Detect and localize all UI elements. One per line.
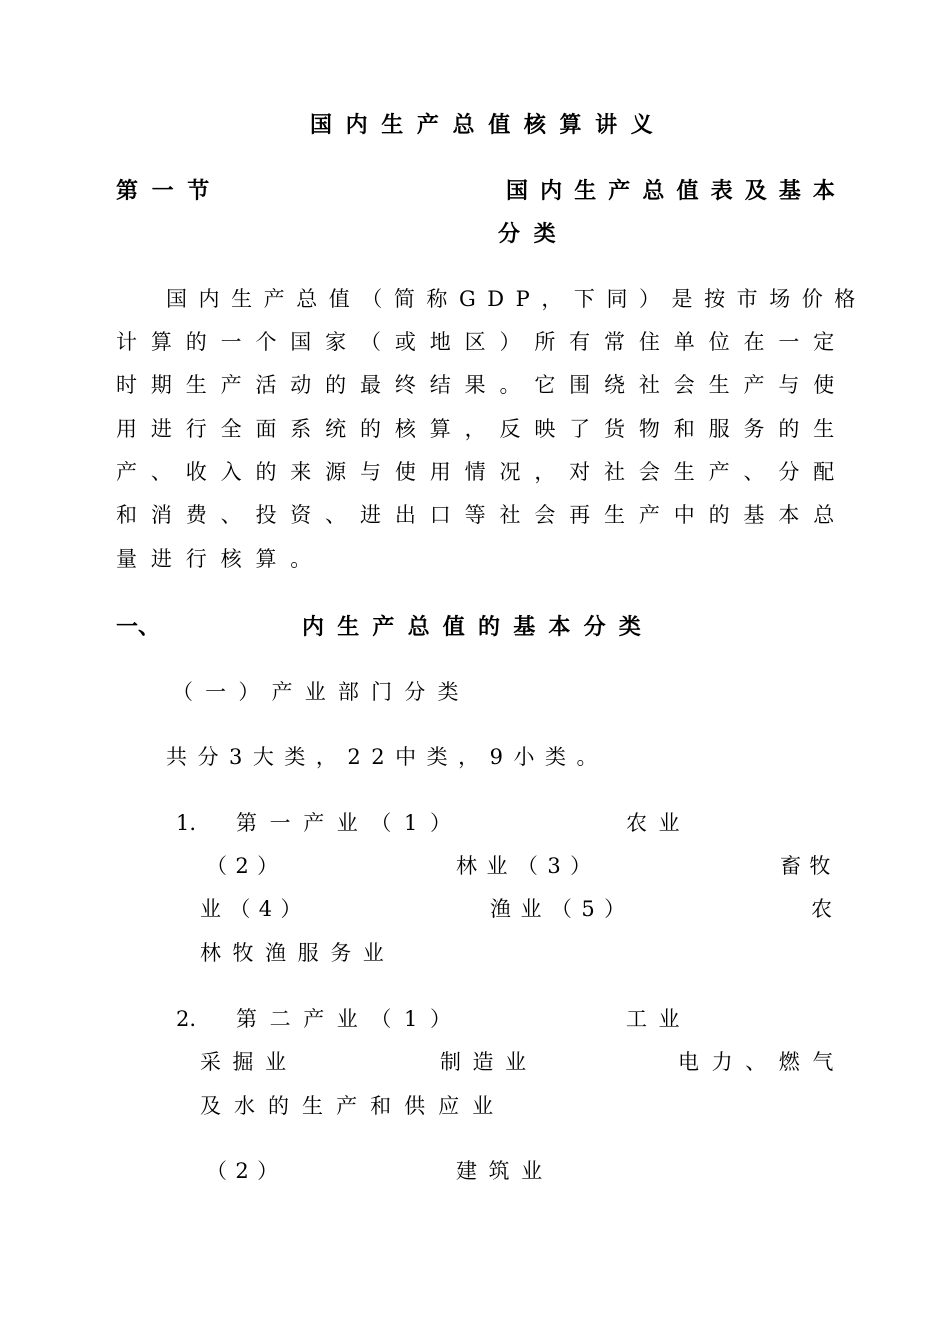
paragraph-line: 国内生产总值（简称GDP，下同）是按市场价格: [166, 287, 867, 311]
item-row-part: 采掘业: [200, 1050, 298, 1074]
section-label: 第一节: [116, 178, 223, 204]
section-title-line1: 国内生产总值表及基本: [506, 178, 848, 204]
paragraph-line: 和消费、投资、进出口等社会再生产中的基本总: [116, 503, 849, 527]
item-number: 1.: [176, 811, 197, 835]
item-row-part: 农: [811, 897, 846, 921]
item-row-part: 电力、燃气: [678, 1050, 846, 1074]
item-row-part: 林牧渔服务业: [200, 941, 396, 965]
item-row-part: 建筑业: [456, 1159, 554, 1183]
item-row-part: 畜牧: [780, 854, 839, 878]
item-row-part: 制造业: [440, 1050, 538, 1074]
category-heading: （一）产业部门分类: [172, 680, 471, 704]
category-summary: 共分3大类，22中类，9小类。: [166, 745, 608, 769]
item-row-part: 林业（3）: [456, 854, 601, 878]
section-title-line2: 分类: [498, 221, 570, 247]
item-number: 2.: [176, 1007, 197, 1031]
item-row-part: 渔业（5）: [490, 897, 635, 921]
item-row-part: 业（4）: [200, 897, 310, 921]
document-title: 国内生产总值核算讲义: [310, 112, 667, 138]
paragraph-line: 产、收入的来源与使用情况，对社会生产、分配: [116, 460, 849, 484]
subsection-number: 一、: [116, 614, 161, 640]
item-heading: 第二产业（1）: [236, 1007, 464, 1031]
item-first-entry: 农业: [626, 811, 692, 835]
paragraph-line: 用进行全面系统的核算，反映了货物和服务的生: [116, 417, 849, 441]
paragraph-line: 计算的一个国家（或地区）所有常住单位在一定: [116, 330, 849, 354]
item-row-part: （2）: [206, 1159, 287, 1183]
paragraph-line: 时期生产活动的最终结果。它围绕社会生产与使: [116, 373, 849, 397]
item-row-part: 及水的生产和供应业: [200, 1094, 507, 1118]
item-heading: 第一产业（1）: [236, 811, 464, 835]
item-first-entry: 工业: [626, 1007, 692, 1031]
item-row-part: （2）: [206, 854, 287, 878]
subsection-title: 内生产总值的基本分类: [302, 614, 655, 640]
paragraph-line: 量进行核算。: [116, 547, 326, 571]
